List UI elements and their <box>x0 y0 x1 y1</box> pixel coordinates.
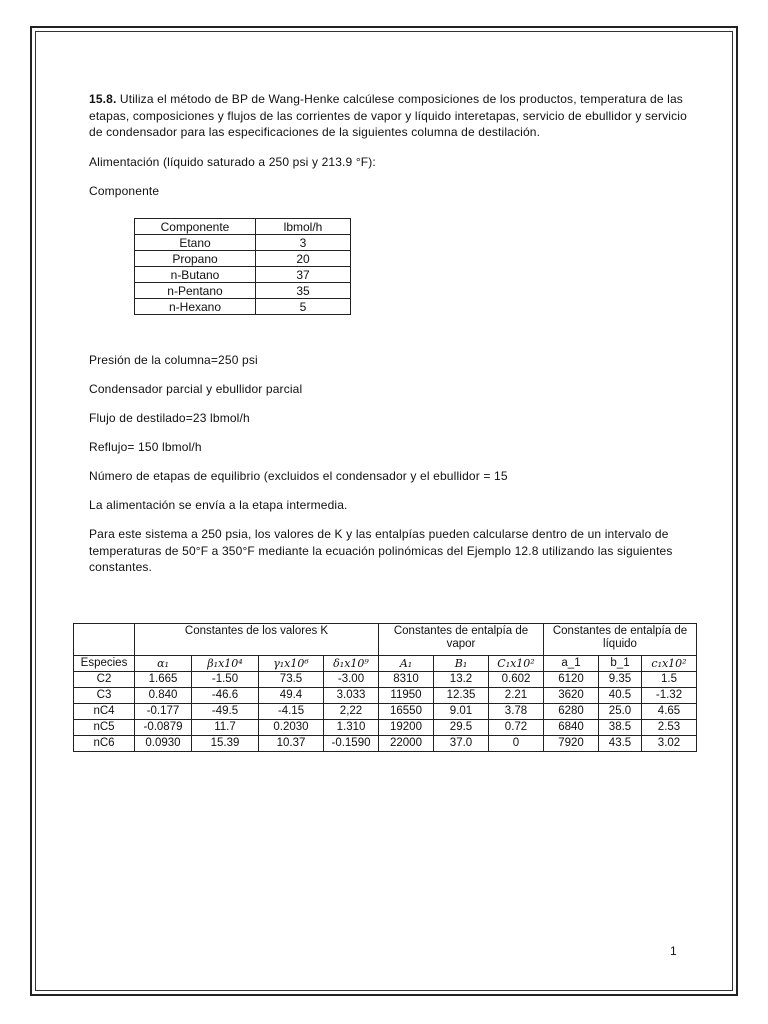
feed-description: Alimentación (líquido saturado a 250 psi y 213.9 °F): <box>89 154 376 169</box>
table-header-cell: Componente <box>135 219 256 235</box>
species-cell: C2 <box>74 672 135 688</box>
table-cell: 3.033 <box>324 688 379 704</box>
table-header-cell: A₁ <box>379 656 434 672</box>
table-cell: -46.6 <box>192 688 259 704</box>
table-cell: 9.01 <box>434 704 489 720</box>
table-cell: 12.35 <box>434 688 489 704</box>
table-cell: 6120 <box>544 672 599 688</box>
table-cell: 3.78 <box>489 704 544 720</box>
table-cell: 29.5 <box>434 720 489 736</box>
table-header-cell: C₁x10² <box>489 656 544 672</box>
table-row <box>135 267 351 283</box>
table-cell: 0.0930 <box>135 736 192 752</box>
table-row <box>135 251 351 267</box>
table-header-cell: β₁x10⁴ <box>192 656 259 672</box>
table-cell: 4.65 <box>642 704 697 720</box>
table-cell: 19200 <box>379 720 434 736</box>
table-header-cell: b_1 <box>599 656 642 672</box>
table-row <box>74 672 697 688</box>
table-cell: 35 <box>256 283 351 299</box>
table-row <box>135 299 351 315</box>
table-header-cell: c₁x10² <box>642 656 697 672</box>
spec-stages: Número de etapas de equilibrio (excluidos el condensador y el ebullidor = 15 <box>89 469 508 483</box>
problem-text <box>89 91 689 213</box>
table-cell: 0 <box>489 736 544 752</box>
problem-body: Utiliza el método de BP de Wang-Henke calcúlese composiciones de los productos, temperatura de las etapas, composiciones y flujos de las corrientes de vapor y líquido interetapas, servicio de ebullidor y servicio de condensador para las especificaciones de la siguientes columna de destilación. <box>89 92 687 139</box>
table-row <box>74 720 697 736</box>
table-cell: 0.2030 <box>259 720 324 736</box>
table-header-row <box>135 219 351 235</box>
group-vapor-enthalpy: Constantes de entalpía de vapor <box>379 624 544 656</box>
table-cell: 9.35 <box>599 672 642 688</box>
table-cell: 3 <box>256 235 351 251</box>
table-cell: -3.00 <box>324 672 379 688</box>
table-cell: 20 <box>256 251 351 267</box>
table-row <box>74 688 697 704</box>
spec-distillate: Flujo de destilado=23 lbmol/h <box>89 411 250 425</box>
spec-feed-stage: La alimentación se envía a la etapa intermedia. <box>89 498 348 512</box>
table-cell: -0.1590 <box>324 736 379 752</box>
table-cell: n-Pentano <box>135 283 256 299</box>
table-cell: 22000 <box>379 736 434 752</box>
table-cell: -4.15 <box>259 704 324 720</box>
table-cell: 3620 <box>544 688 599 704</box>
page-number: 1 <box>670 944 677 958</box>
table-header-cell: α₁ <box>135 656 192 672</box>
table-cell: 5 <box>256 299 351 315</box>
problem-statement <box>89 91 689 141</box>
table-cell: -0.177 <box>135 704 192 720</box>
table-cell: -1.50 <box>192 672 259 688</box>
table-cell: -0.0879 <box>135 720 192 736</box>
table-cell: 73.5 <box>259 672 324 688</box>
table-cell: 0.840 <box>135 688 192 704</box>
problem-number: 15.8. <box>89 92 117 106</box>
table-header-cell: γ₁x10⁶ <box>259 656 324 672</box>
table-cell: n-Hexano <box>135 299 256 315</box>
table-cell: 37.0 <box>434 736 489 752</box>
spec-constants-note: Para este sistema a 250 psia, los valores de K y las entalpías pueden calcularse dentro de un intervalo de temperaturas de 50°F a 350°F mediante la ecuación polinómicas del Ejemplo 12.8 utilizando las siguientes constantes. <box>89 527 673 574</box>
species-cell: nC5 <box>74 720 135 736</box>
table-cell: 6280 <box>544 704 599 720</box>
table-cell: 10.37 <box>259 736 324 752</box>
table-cell: 2.53 <box>642 720 697 736</box>
table-cell: 8310 <box>379 672 434 688</box>
table-header-row <box>74 656 697 672</box>
species-header: Especies <box>74 656 135 672</box>
constants-table <box>73 623 697 752</box>
table-cell: 15.39 <box>192 736 259 752</box>
spec-pressure: Presión de la columna=250 psi <box>89 353 258 367</box>
table-cell: 43.5 <box>599 736 642 752</box>
table-cell: -49.5 <box>192 704 259 720</box>
table-cell: -1.32 <box>642 688 697 704</box>
table-cell: 37 <box>256 267 351 283</box>
table-row <box>135 235 351 251</box>
table-cell: 1.665 <box>135 672 192 688</box>
feed-table <box>134 218 351 315</box>
species-cell: nC4 <box>74 704 135 720</box>
table-header-cell: B₁ <box>434 656 489 672</box>
table-cell: 3.02 <box>642 736 697 752</box>
table-row <box>74 736 697 752</box>
table-row <box>74 704 697 720</box>
table-cell: 7920 <box>544 736 599 752</box>
table-cell: 11.7 <box>192 720 259 736</box>
table-cell: 1.5 <box>642 672 697 688</box>
species-cell: nC6 <box>74 736 135 752</box>
table-header-cell: a_1 <box>544 656 599 672</box>
table-cell: Propano <box>135 251 256 267</box>
table-cell: 6840 <box>544 720 599 736</box>
constants-table-body <box>74 672 697 752</box>
table-cell: 25.0 <box>599 704 642 720</box>
species-cell: C3 <box>74 688 135 704</box>
table-group-row <box>74 624 697 656</box>
specifications <box>89 352 689 588</box>
table-cell: n-Butano <box>135 267 256 283</box>
table-cell: 0.72 <box>489 720 544 736</box>
component-heading: Componente <box>89 184 160 198</box>
table-cell: 2,22 <box>324 704 379 720</box>
table-cell: 11950 <box>379 688 434 704</box>
spec-reflux: Reflujo= 150 lbmol/h <box>89 440 202 454</box>
table-cell: 40.5 <box>599 688 642 704</box>
table-cell: 1.310 <box>324 720 379 736</box>
table-cell: 16550 <box>379 704 434 720</box>
table-header-cell: lbmol/h <box>256 219 351 235</box>
table-cell: 13.2 <box>434 672 489 688</box>
table-cell: 2.21 <box>489 688 544 704</box>
table-cell: Etano <box>135 235 256 251</box>
table-cell: 38.5 <box>599 720 642 736</box>
spec-condenser: Condensador parcial y ebullidor parcial <box>89 382 303 396</box>
table-header-cell: δ₁x10⁹ <box>324 656 379 672</box>
table-row <box>135 283 351 299</box>
group-liquid-enthalpy: Constantes de entalpía de líquido <box>544 624 697 656</box>
group-k-constants: Constantes de los valores K <box>135 624 379 656</box>
table-cell: 49.4 <box>259 688 324 704</box>
table-corner-cell <box>74 624 135 656</box>
table-cell: 0.602 <box>489 672 544 688</box>
